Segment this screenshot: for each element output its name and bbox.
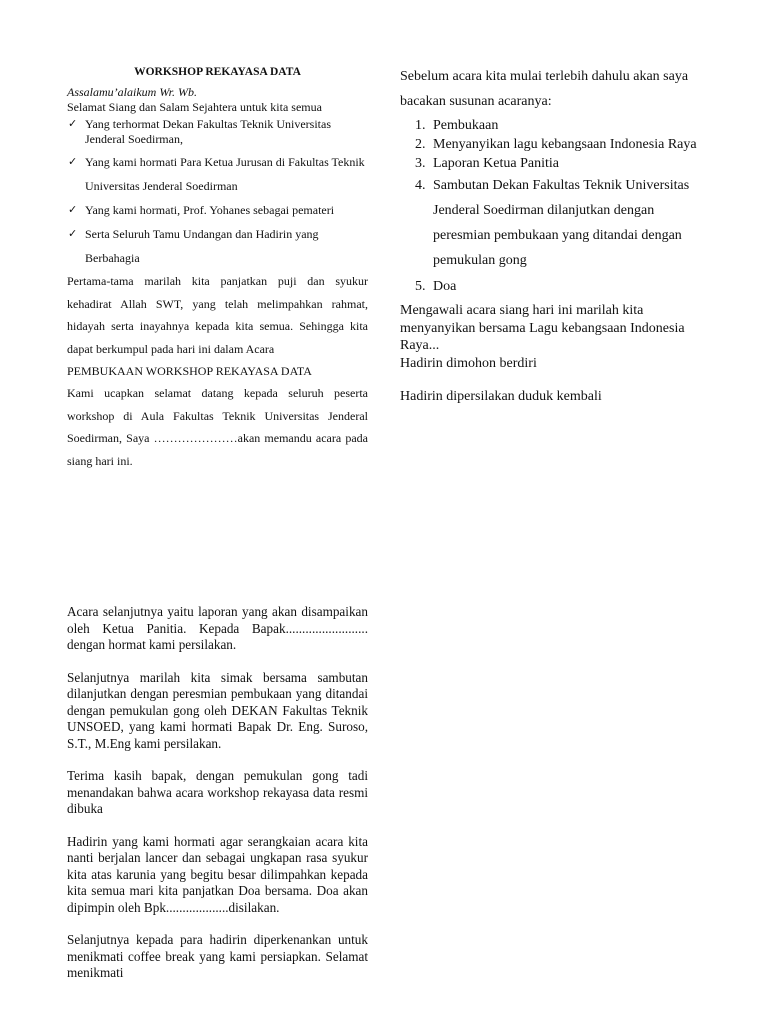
agenda-item: 1. Pembukaan [415, 118, 499, 133]
left-column [67, 64, 368, 472]
prayer-paragraph: Hadirin yang kami hormati agar serangkaian acara kita nanti berjalan lancer dan sebagai ungkapan rasa syukur kita atas karunia yang begitu besar dilimpahkan kepada kita semua mari kita panjatkan Doa bersama. Doa akan dipimpin oleh Bpk...................disilakan. [67, 833, 368, 915]
check-icon: ✓ [68, 118, 78, 130]
check-icon: ✓ [68, 204, 78, 216]
stand-instruction: Hadirin dimohon berdiri [400, 355, 537, 371]
event-heading: PEMBUKAAN WORKSHOP REKAYASA DATA [67, 364, 312, 378]
agenda-list [400, 116, 702, 296]
check-icon: ✓ [68, 228, 78, 240]
check-icon: ✓ [68, 156, 78, 168]
coffee-break-paragraph: Selanjutnya kepada para hadirin diperkenankan untuk menikmati coffee break yang kami persiapkan. Selamat menikmati [67, 932, 368, 980]
honorifics-list [67, 117, 368, 270]
greeting: Assalamu’alaikum Wr. Wb. [67, 85, 197, 99]
honorific-item: ✓ Yang kami hormati, Prof. Yohanes sebagai pemateri [67, 198, 368, 222]
anthem-invitation: Mengawali acara siang hari ini marilah kita menyanyikan bersama Lagu kebangsaan Indonesia Raya... [400, 303, 685, 353]
right-column [400, 64, 702, 406]
welcome-paragraph: Kami ucapkan selamat datang kepada seluruh peserta workshop di Aula Fakultas Teknik Universitas Jenderal Soedirman, Saya …………………akan memandu acara pada siang hari ini. [67, 386, 368, 468]
welcome-line: Selamat Siang dan Salam Sejahtera untuk kita semua [67, 100, 322, 114]
document-title: WORKSHOP REKAYASA DATA [134, 66, 301, 78]
agenda-item: 3. Laporan Ketua Panitia [415, 156, 559, 171]
sit-instruction: Hadirin dipersilakan duduk kembali [400, 389, 602, 404]
honorific-item: ✓ Serta Seluruh Tamu Undangan dan Hadirin yang Berbahagia [67, 222, 368, 270]
lower-left-column [67, 604, 368, 998]
report-paragraph: Acara selanjutnya yaitu laporan yang akan disampaikan oleh Ketua Panitia. Kepada Bapak......................... dengan hormat kami persilakan. [67, 604, 368, 652]
opening-paragraph: Pertama-tama marilah kita panjatkan puji dan syukur kehadirat Allah SWT, yang telah melimpahkan rahmat, hidayah serta inayahnya kepada kita semua. Sehingga kita dapat berkumpul pada hari ini dalam Acara [67, 274, 368, 356]
agenda-item: 5. Doa [415, 279, 457, 294]
opening-declared-paragraph: Terima kasih bapak, dengan pemukulan gong tadi menandakan bahwa acara workshop rekayasa data resmi dibuka [67, 768, 368, 816]
dean-speech-paragraph: Selanjutnya marilah kita simak bersama sambutan dilanjutkan dengan peresmian pembukaan yang ditandai dengan pemukulan gong oleh DEKAN Fakultas Teknik UNSOED, yang kami hormati Bapak Dr. Eng. Suroso, S.T., M.Eng kami persilakan. [67, 669, 368, 751]
honorific-item: ✓ Yang terhormat Dekan Fakultas Teknik Universitas Jenderal Soedirman, [68, 117, 332, 146]
agenda-intro: Sebelum acara kita mulai terlebih dahulu akan saya bacakan susunan acaranya: [400, 69, 689, 109]
agenda-item: 2. Menyanyikan lagu kebangsaan Indonesia Raya [415, 137, 697, 152]
honorific-item: ✓ Yang kami hormati Para Ketua Jurusan di Fakultas Teknik Universitas Jenderal Soedirman [67, 150, 368, 198]
agenda-item: 4. Sambutan Dekan Fakultas Teknik Universitas Jenderal Soedirman dilanjutkan dengan peresmian pembukaan yang ditandai dengan pemukulan gong [415, 178, 690, 268]
